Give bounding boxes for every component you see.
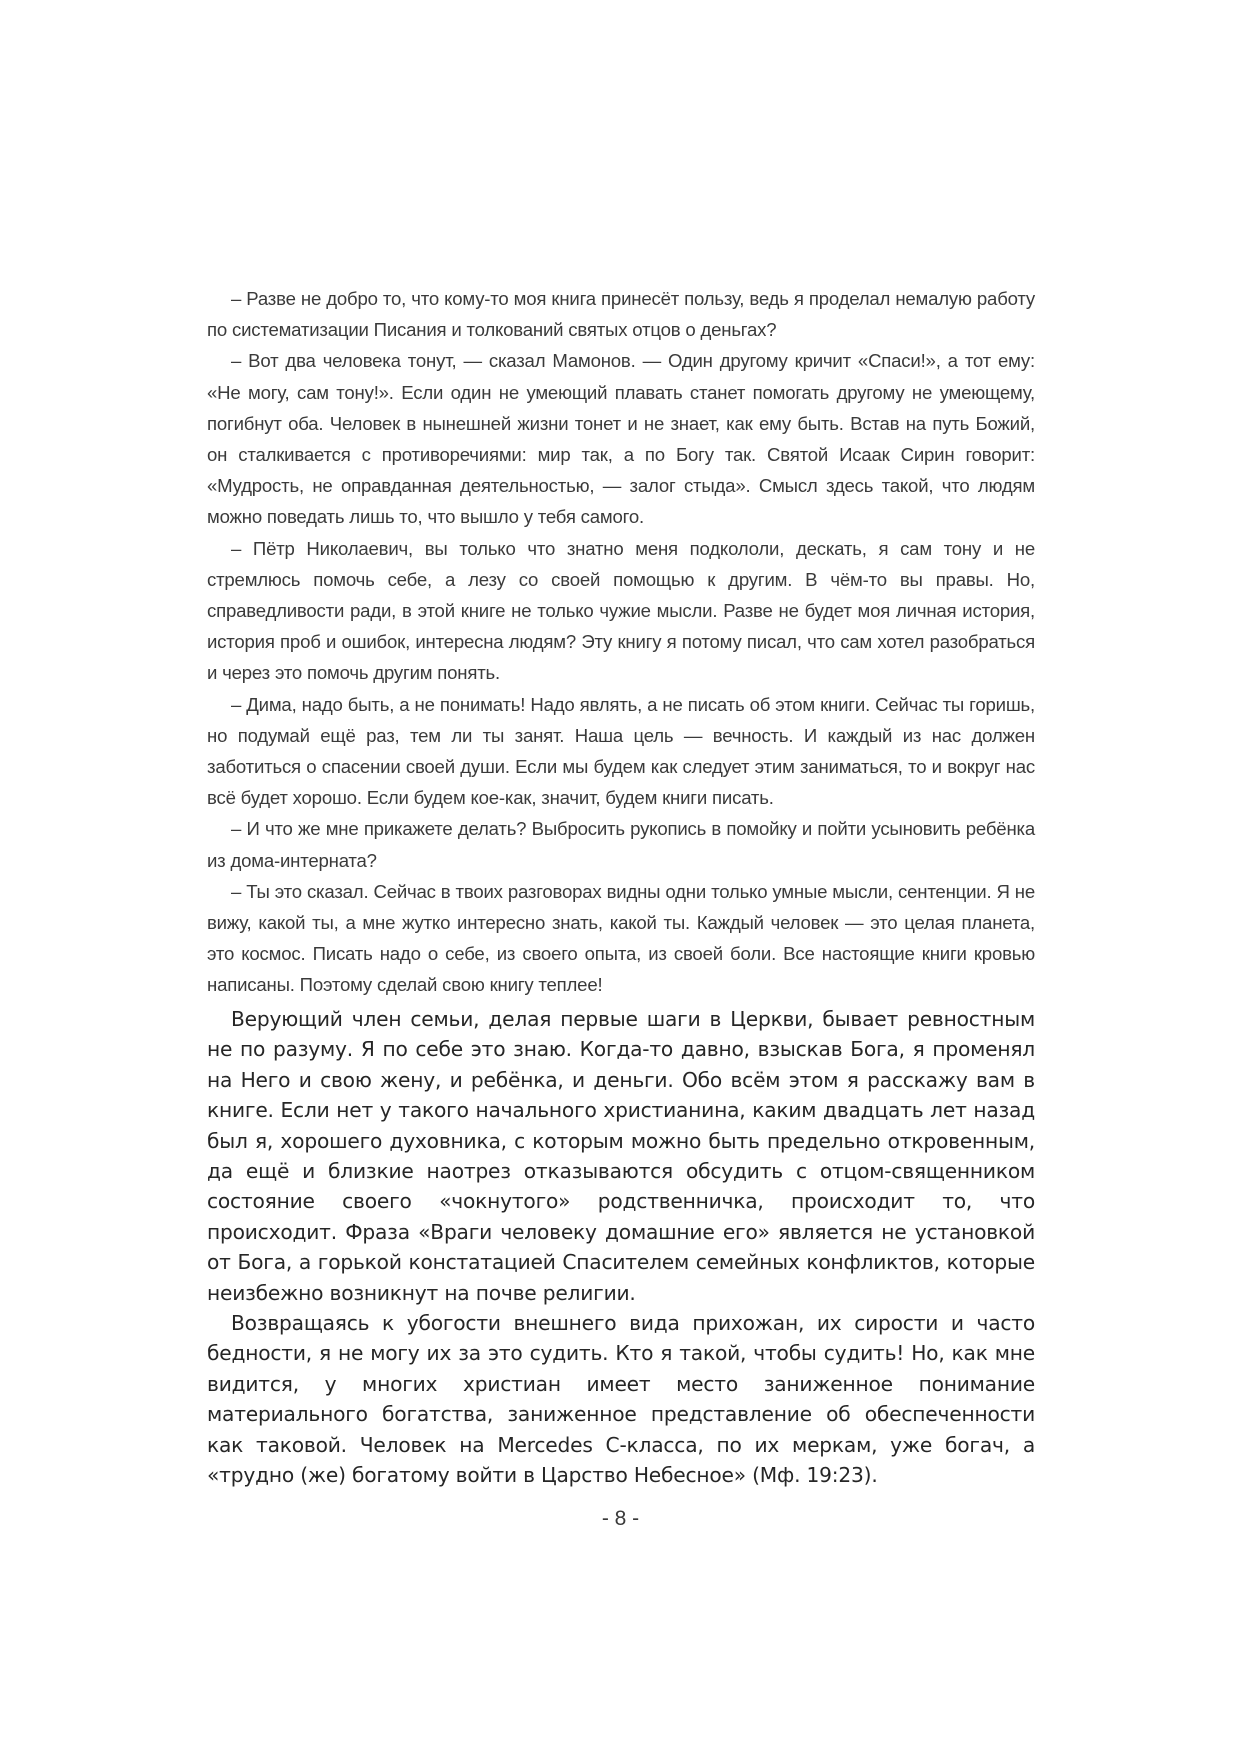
narrative-paragraph: Верующий член семьи, делая первые шаги в Церкви, бывает ревностным не по разуму. Я по себе это знаю. Когда-то давно, взыскав Бога, я променял на Него и свою жену, и ребёнка, и деньги. Обо всём этом я расскажу вам в книге. Если нет у такого начального христианина, каким двадцать лет назад был я, хорошего духовника, с которым можно быть предельно откровенным, да ещё и близкие наотрез отказываются обсудить с отцом-священником состояние своего «чокнутого» родственничка, происходит то, что происходит. Фраза «Враги человеку домашние его» является не установкой от Бога, а горькой констатацией Спасителем семейных конфликтов, которые неизбежно возникнут на почве религии. [207, 1007, 1035, 1305]
dialogue-paragraph: – Пётр Николаевич, вы только что знатно меня подкололи, дескать, я сам тону и не стремлюсь помочь себе, а лезу со своей помощью к другим. В чём-то вы правы. Но, справедливости ради, в этой книге не только чужие мысли. Разве не будет моя личная история, история проб и ошибок, интересна людям? Эту книгу я потому писал, что сам хотел разобраться и через это помочь другим понять. [207, 537, 1035, 684]
narrative-block [207, 1004, 1035, 1491]
narrative-paragraph: Возвращаясь к убогости внешнего вида прихожан, их сирости и часто бедности, я не могу их за это судить. Кто я такой, чтобы судить! Но, как мне видится, у многих христиан имеет место заниженное понимание материального богатства, заниженное представление об обеспеченности как таковой. Человек на Mercedes С-класса, по их меркам, уже богач, а «трудно (же) богатому войти в Царство Небесное» (Мф. 19:23). [207, 1311, 1035, 1488]
page-number: - 8 - [601, 1507, 640, 1530]
dialogue-paragraph: – Ты это сказал. Сейчас в твоих разговорах видны одни только умные мысли, сентенции. Я не вижу, какой ты, а мне жутко интересно знать, какой ты. Каждый человек — это целая планета, это космос. Писать надо о себе, из своего опыта, из своей боли. Все настоящие книги кровью написаны. Поэтому сделай свою книгу теплее! [207, 880, 1035, 996]
dialogue-paragraph: – Разве не добро то, что кому-то моя книга принесёт пользу, ведь я проделал немалую работу по систематизации Писания и толкований святых отцов о деньгах? [207, 288, 1035, 341]
dialogue-paragraph: – Вот два человека тонут, — сказал Мамонов. — Один другому кричит «Спаси!», а тот ему: «Не могу, сам тону!». Если один не умеющий плавать станет помогать другому не умеющему, погибнут оба. Человек в нынешней жизни тонет и не знает, как ему быть. Встав на путь Божий, он сталкивается с противоречиями: мир так, а по Богу так. Святой Исаак Сирин говорит: «Мудрость, не оправданная деятельностью, — залог стыда». Смысл здесь такой, что людям можно поведать лишь то, что вышло у тебя самого. [207, 350, 1035, 528]
dialogue-block [207, 283, 1035, 1001]
dialogue-paragraph: – Дима, надо быть, а не понимать! Надо являть, а не писать об этом книги. Сейчас ты горишь, но подумай ещё раз, тем ли ты занят. Наша цель — вечность. И каждый из нас должен заботиться о спасении своей души. Если мы будем как следует этим заниматься, то и вокруг нас всё будет хорошо. Если будем кое-как, значит, будем книги писать. [207, 693, 1035, 809]
dialogue-paragraph: – И что же мне прикажете делать? Выбросить рукопись в помойку и пойти усыновить ребёнка из дома-интерната? [207, 818, 1035, 871]
